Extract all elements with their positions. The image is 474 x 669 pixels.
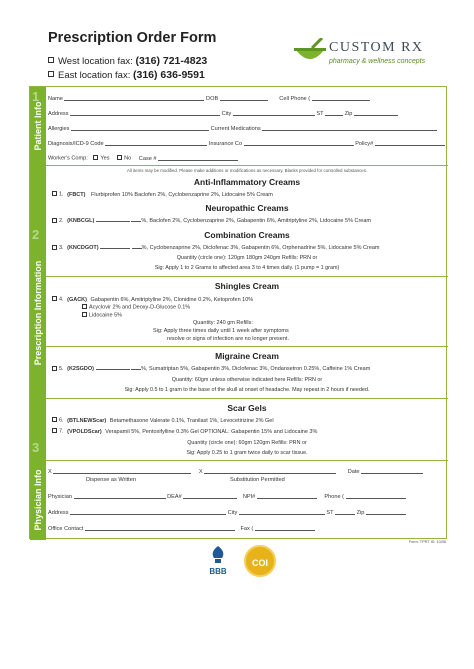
item-1 bbox=[52, 191, 273, 198]
bbb-torch-icon bbox=[206, 544, 230, 578]
item-code: (GACK) bbox=[67, 296, 87, 303]
city-field[interactable] bbox=[239, 510, 325, 515]
case-label: Case # bbox=[138, 155, 157, 162]
item-number: 4. bbox=[59, 296, 64, 303]
item-code: (FBCT) bbox=[67, 191, 86, 198]
west-fax-label: West location fax: bbox=[58, 56, 133, 67]
medications-field[interactable] bbox=[262, 126, 437, 131]
zip-field[interactable] bbox=[354, 111, 398, 116]
item-number: 5. bbox=[59, 366, 64, 372]
combination-sig: Sig: Apply 1 to 2 Grams to affected area 3 to 4 times daily. (1 pump = 1 gram) bbox=[154, 265, 340, 271]
scar-sig: Sig: Apply 0.25 to 1 gram twice daily to scar tissue. bbox=[186, 450, 308, 456]
east-fax-number: (316) 636-9591 bbox=[133, 69, 205, 81]
state-field[interactable] bbox=[335, 510, 355, 515]
patient-info-label: Patient Info bbox=[33, 101, 43, 151]
dispense-label: Dispense as Written bbox=[86, 477, 136, 483]
section-number: 1 bbox=[32, 89, 40, 104]
phone-label: Phone ( bbox=[324, 494, 344, 500]
office-contact-field[interactable] bbox=[85, 526, 235, 531]
prescription-info-band bbox=[30, 165, 46, 460]
city-label: City bbox=[227, 510, 238, 516]
option-text: Acyclovir 2% and Deoxy-D-Glucose 0.1% bbox=[89, 304, 191, 311]
divider bbox=[46, 460, 448, 461]
divider bbox=[46, 346, 448, 347]
item-6-checkbox[interactable] bbox=[52, 417, 57, 422]
cell-phone-field[interactable] bbox=[312, 96, 370, 101]
item-number: 7. bbox=[59, 428, 64, 435]
item-4-checkbox[interactable] bbox=[52, 296, 57, 301]
allergies-field[interactable] bbox=[71, 126, 209, 131]
scar-gels-title: Scar Gels bbox=[227, 403, 267, 413]
divider bbox=[46, 165, 448, 166]
section-number: 2 bbox=[32, 227, 40, 242]
address-field[interactable] bbox=[70, 510, 226, 515]
no-label: No bbox=[124, 155, 132, 162]
prescription-info-label: Prescription Information bbox=[33, 260, 43, 365]
date-label: Date bbox=[347, 469, 360, 475]
section-number: 3 bbox=[32, 440, 40, 455]
allergies-label: Allergies bbox=[48, 126, 70, 132]
signature-x: X bbox=[198, 469, 203, 475]
npi-field[interactable] bbox=[257, 494, 317, 499]
form-number: Form: TPRT ID: 10/08 bbox=[408, 540, 446, 544]
item-number: 2. bbox=[59, 218, 64, 224]
migraine-sig: Sig: Apply 0.5 to 1 gram to the base of the skull at onset of headache. May repeat in 2 hours if needed. bbox=[124, 387, 370, 393]
state-field[interactable] bbox=[325, 111, 343, 116]
item-4 bbox=[52, 296, 253, 303]
signature-x: X bbox=[48, 469, 52, 475]
east-fax-line bbox=[48, 69, 205, 81]
patient-row-1 bbox=[48, 96, 370, 102]
anti-inflammatory-title: Anti-Inflammatory Creams bbox=[193, 177, 301, 187]
insurance-field[interactable] bbox=[244, 141, 354, 146]
physician-info-band bbox=[30, 460, 46, 540]
divider bbox=[46, 398, 448, 399]
bbb-text: BBB bbox=[209, 567, 227, 576]
strength-field[interactable] bbox=[96, 365, 130, 370]
strength-field[interactable] bbox=[100, 244, 130, 249]
shingles-title: Shingles Cream bbox=[214, 281, 280, 291]
fax-field[interactable] bbox=[255, 526, 315, 531]
east-fax-label: East location fax: bbox=[58, 70, 131, 81]
patient-row-5 bbox=[48, 155, 238, 162]
option-text: Lidocaine 5% bbox=[89, 312, 123, 319]
mortar-pestle-icon bbox=[292, 38, 328, 68]
scar-quantity: Quantity (circle one): 60gm 120gm Refills: PRN or bbox=[187, 440, 307, 446]
item-6 bbox=[52, 417, 274, 424]
percent-field[interactable] bbox=[131, 217, 141, 222]
migraine-quantity: Quantity: 60gm unless otherwise indicated here Refills: PRN or bbox=[171, 377, 323, 383]
physician-address-row bbox=[48, 510, 406, 516]
item-code: (KNCDGOT) bbox=[67, 245, 99, 251]
yes-checkbox[interactable] bbox=[93, 155, 98, 160]
insurance-label: Insurance Co bbox=[208, 141, 243, 147]
item-text: Betamethasone Valerate 0.1%, Tranilast 1%, Levocetirizine 2% Gel bbox=[109, 417, 274, 424]
strength-field[interactable] bbox=[96, 217, 130, 222]
combination-title: Combination Creams bbox=[204, 230, 290, 240]
west-fax-number: (316) 721-4823 bbox=[135, 55, 208, 67]
patient-row-3 bbox=[48, 126, 437, 132]
office-contact-label: Office Contact bbox=[48, 526, 84, 532]
city-field[interactable] bbox=[233, 111, 315, 116]
yes-label: Yes bbox=[100, 155, 110, 162]
medications-label: Current Medications bbox=[210, 126, 261, 132]
item-7-checkbox[interactable] bbox=[52, 428, 57, 433]
checkbox[interactable] bbox=[48, 71, 54, 77]
address-label: Address bbox=[48, 111, 69, 117]
zip-label: Zip bbox=[356, 510, 365, 516]
item-code: (VPOLDScar) bbox=[67, 428, 102, 435]
patient-row-4 bbox=[48, 141, 445, 147]
bbb-logo bbox=[206, 544, 230, 578]
substitution-label: Substitution Permitted bbox=[230, 477, 285, 483]
item-1-checkbox[interactable] bbox=[52, 191, 57, 196]
address-field[interactable] bbox=[70, 111, 220, 116]
item-5-checkbox[interactable] bbox=[52, 366, 57, 371]
item-text: %, Cyclobenzaprine 2%, Diclofenac 3%, Gabapentin 6%, Orphenadrine 5%, Lidocaine 5% Cream bbox=[141, 245, 380, 251]
case-field[interactable] bbox=[158, 156, 238, 161]
no-checkbox[interactable] bbox=[117, 155, 122, 160]
state-label: ST bbox=[326, 510, 334, 516]
substitution-signature-field[interactable] bbox=[204, 469, 336, 474]
item-3-checkbox[interactable] bbox=[52, 245, 57, 250]
policy-label: Policy# bbox=[355, 141, 374, 147]
item-2-checkbox[interactable] bbox=[52, 218, 57, 223]
item-number: 1. bbox=[59, 191, 64, 198]
custom-rx-logo bbox=[292, 38, 452, 74]
shingles-sig: Sig: Apply three times daily until 1 week after symptoms bbox=[153, 328, 289, 334]
order-form bbox=[29, 86, 447, 539]
shingles-quantity: Quantity: 240 gm Refills: bbox=[193, 320, 253, 326]
zip-field[interactable] bbox=[366, 510, 406, 515]
checkbox[interactable] bbox=[48, 57, 54, 63]
option-checkbox[interactable] bbox=[82, 304, 87, 309]
item-code: (KNBCGL) bbox=[67, 218, 95, 224]
shingles-sig-continued: resolve or signs of infection are no longer present. bbox=[167, 336, 289, 342]
item-text: %, Sumatriptan 5%, Gabapentin 3%, Diclofenac 3%, Ondansetron 0.25%, Caffeine 1% Cream bbox=[141, 366, 371, 372]
zip-label: Zip bbox=[344, 111, 353, 117]
item-code: (K2SGDO) bbox=[67, 366, 95, 372]
phone-field[interactable] bbox=[346, 494, 406, 499]
item-3 bbox=[52, 244, 380, 251]
item-7 bbox=[52, 428, 317, 435]
name-label: Name bbox=[48, 96, 63, 102]
dob-label: DOB bbox=[206, 96, 219, 102]
npi-label: NPI# bbox=[242, 494, 256, 500]
state-label: ST bbox=[316, 111, 324, 117]
dispense-signature-field[interactable] bbox=[53, 469, 191, 474]
fax-label: Fax ( bbox=[240, 526, 254, 532]
date-field[interactable] bbox=[361, 469, 423, 474]
item-text: %, Baclofen 2%, Cyclobenzaprine 2%, Gabapentin 6%, Amitriptyline 2%, Lidocaine 5% Cream bbox=[141, 218, 371, 224]
shingles-option-1 bbox=[82, 304, 190, 311]
patient-row-2 bbox=[48, 111, 398, 117]
name-field[interactable] bbox=[64, 96, 204, 101]
signature-row bbox=[48, 469, 423, 475]
physician-info-label: Physician Info bbox=[33, 469, 43, 531]
physician-label: Physician bbox=[48, 494, 72, 500]
dob-field[interactable] bbox=[220, 96, 268, 101]
item-text: Gabapentin 6%, Amitriptyline 2%, Clonidine 0.2%, Ketoprofen 10% bbox=[90, 296, 254, 303]
logo-tagline: pharmacy & wellness concepts bbox=[329, 58, 426, 65]
coi-badge: COI bbox=[244, 545, 276, 577]
shingles-option-2 bbox=[82, 312, 122, 319]
option-checkbox[interactable] bbox=[82, 312, 87, 317]
item-text: Flurbiprofen 10% Baclofen 2%, Cyclobenzaprine 2%, Lidocaine 5% Cream bbox=[90, 191, 273, 198]
item-5 bbox=[52, 365, 370, 372]
divider bbox=[46, 276, 448, 277]
logo-name: CUSTOM RX bbox=[329, 40, 424, 55]
physician-row bbox=[48, 494, 406, 500]
percent-field[interactable] bbox=[131, 365, 141, 370]
percent-field[interactable] bbox=[132, 244, 142, 249]
item-text: Verapamil 5%, Pentoxifylline 0.3% Gel OPTIONAL: Gabapentin 15% and Lidocaine 3% bbox=[105, 428, 318, 435]
item-code: (BTLNEWScar) bbox=[67, 417, 107, 424]
migraine-title: Migraine Cream bbox=[215, 351, 279, 361]
policy-field[interactable] bbox=[375, 141, 445, 146]
modification-note: All items may be modified. Please make additions or modifications as necessary. Blanks provided for controlled substances. bbox=[126, 168, 368, 173]
physician-field[interactable] bbox=[74, 494, 166, 499]
diagnosis-field[interactable] bbox=[105, 141, 207, 146]
west-fax-line bbox=[48, 55, 207, 67]
cell-phone-label: Cell Phone ( bbox=[279, 96, 311, 102]
city-label: City bbox=[221, 111, 232, 117]
office-contact-row bbox=[48, 526, 315, 532]
item-number: 6. bbox=[59, 417, 64, 424]
diagnosis-label: Diagnosis/ICD-9 Code bbox=[48, 141, 104, 147]
combination-quantity: Quantity (circle one): 120gm 180gm 240gm Refills: PRN or bbox=[176, 255, 318, 261]
neuropathic-title: Neuropathic Creams bbox=[205, 203, 289, 213]
workers-comp-label: Worker's Comp: bbox=[48, 155, 88, 162]
dea-field[interactable] bbox=[183, 494, 237, 499]
address-label: Address bbox=[48, 510, 69, 516]
dea-label: DEA# bbox=[167, 494, 182, 500]
item-2 bbox=[52, 217, 371, 224]
item-number: 3. bbox=[59, 245, 64, 251]
form-title: Prescription Order Form bbox=[48, 30, 217, 46]
